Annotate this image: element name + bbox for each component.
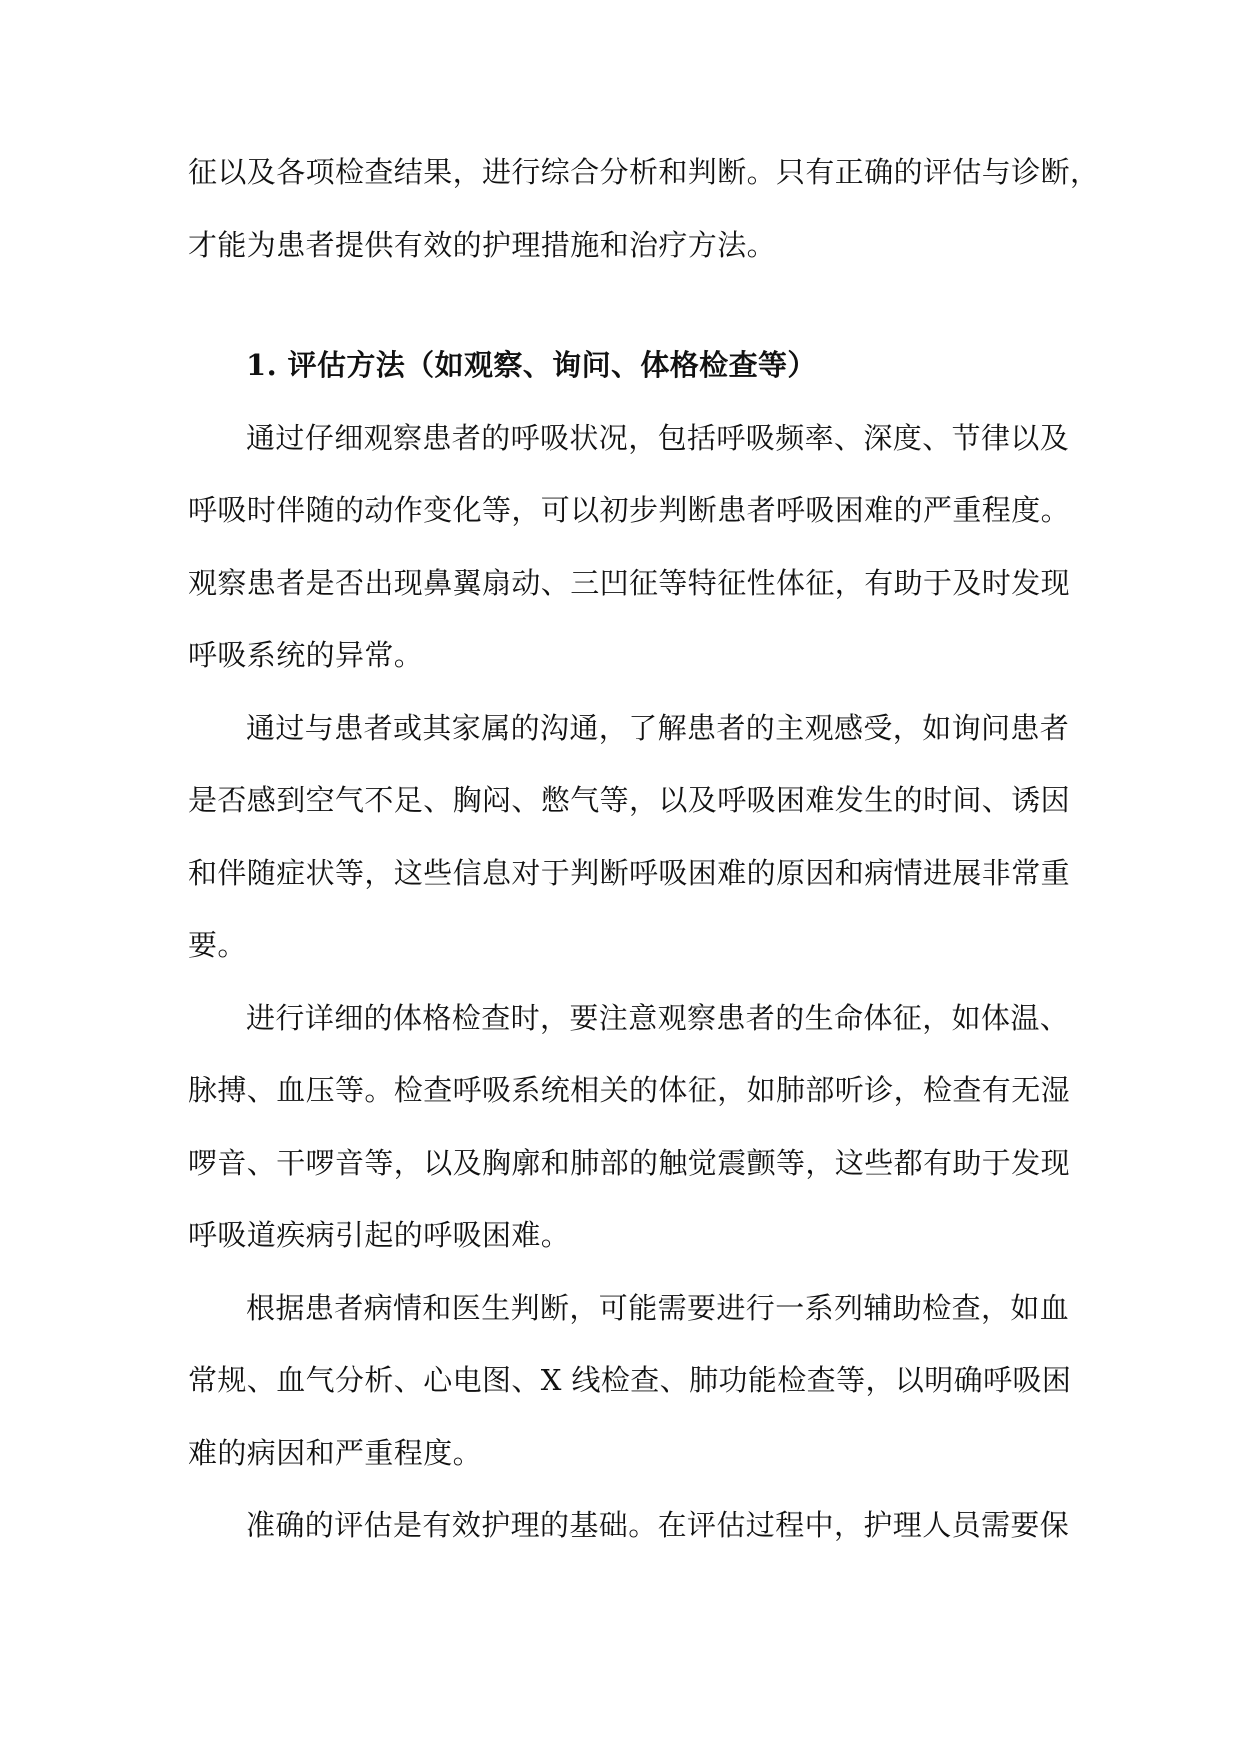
paragraph1-line-4: 呼吸系统的异常。 (188, 638, 424, 672)
paragraph4-line-2: 常规、血气分析、心电图、X 线检查、肺功能检查等，以明确呼吸困 (188, 1363, 1072, 1397)
paragraph1-line-2: 呼吸时伴随的动作变化等，可以初步判断患者呼吸困难的严重程度。 (188, 493, 1071, 527)
section-heading: 1. 评估方法（如观察、询问、体格检查等） (246, 348, 817, 382)
document-body (188, 136, 1100, 1562)
paragraph4-line-3: 难的病因和严重程度。 (188, 1435, 483, 1470)
paragraph3-line-4: 呼吸道疾病引起的呼吸困难。 (188, 1218, 571, 1252)
paragraph5-line-1: 准确的评估是有效护理的基础。在评估过程中，护理人员需要保 (246, 1508, 1070, 1542)
paragraph1-line-3: 观察患者是否出现鼻翼扇动、三凹征等特征性体征，有助于及时发现 (188, 565, 1071, 600)
paragraph2-line-4: 要。 (188, 928, 247, 962)
paragraph2-line-1: 通过与患者或其家属的沟通，了解患者的主观感受，如询问患者 (246, 710, 1070, 745)
paragraph2-line-2: 是否感到空气不足、胸闷、憋气等，以及呼吸困难发生的时间、诱因 (188, 783, 1071, 817)
paragraph2-line-3: 和伴随症状等，这些信息对于判断呼吸困难的原因和病情进展非常重 (188, 855, 1071, 890)
paragraph3-line-1: 进行详细的体格检查时，要注意观察患者的生命体征，如体温、 (246, 1000, 1070, 1035)
section-spacer (188, 281, 1068, 329)
intro-line-1: 征以及各项检查结果，进行综合分析和判断。只有正确的评估与诊断， (188, 155, 1100, 189)
paragraph4-line-1: 根据患者病情和医生判断，可能需要进行一系列辅助检查，如血 (246, 1290, 1070, 1325)
paragraph1-line-1: 通过仔细观察患者的呼吸状况，包括呼吸频率、深度、节律以及 (246, 420, 1070, 455)
paragraph3-line-2: 脉搏、血压等。检查呼吸系统相关的体征，如肺部听诊，检查有无湿 (188, 1073, 1071, 1107)
intro-line-2: 才能为患者提供有效的护理措施和治疗方法。 (188, 227, 777, 262)
paragraph3-line-3: 啰音、干啰音等，以及胸廓和肺部的触觉震颤等，这些都有助于发现 (188, 1145, 1071, 1180)
